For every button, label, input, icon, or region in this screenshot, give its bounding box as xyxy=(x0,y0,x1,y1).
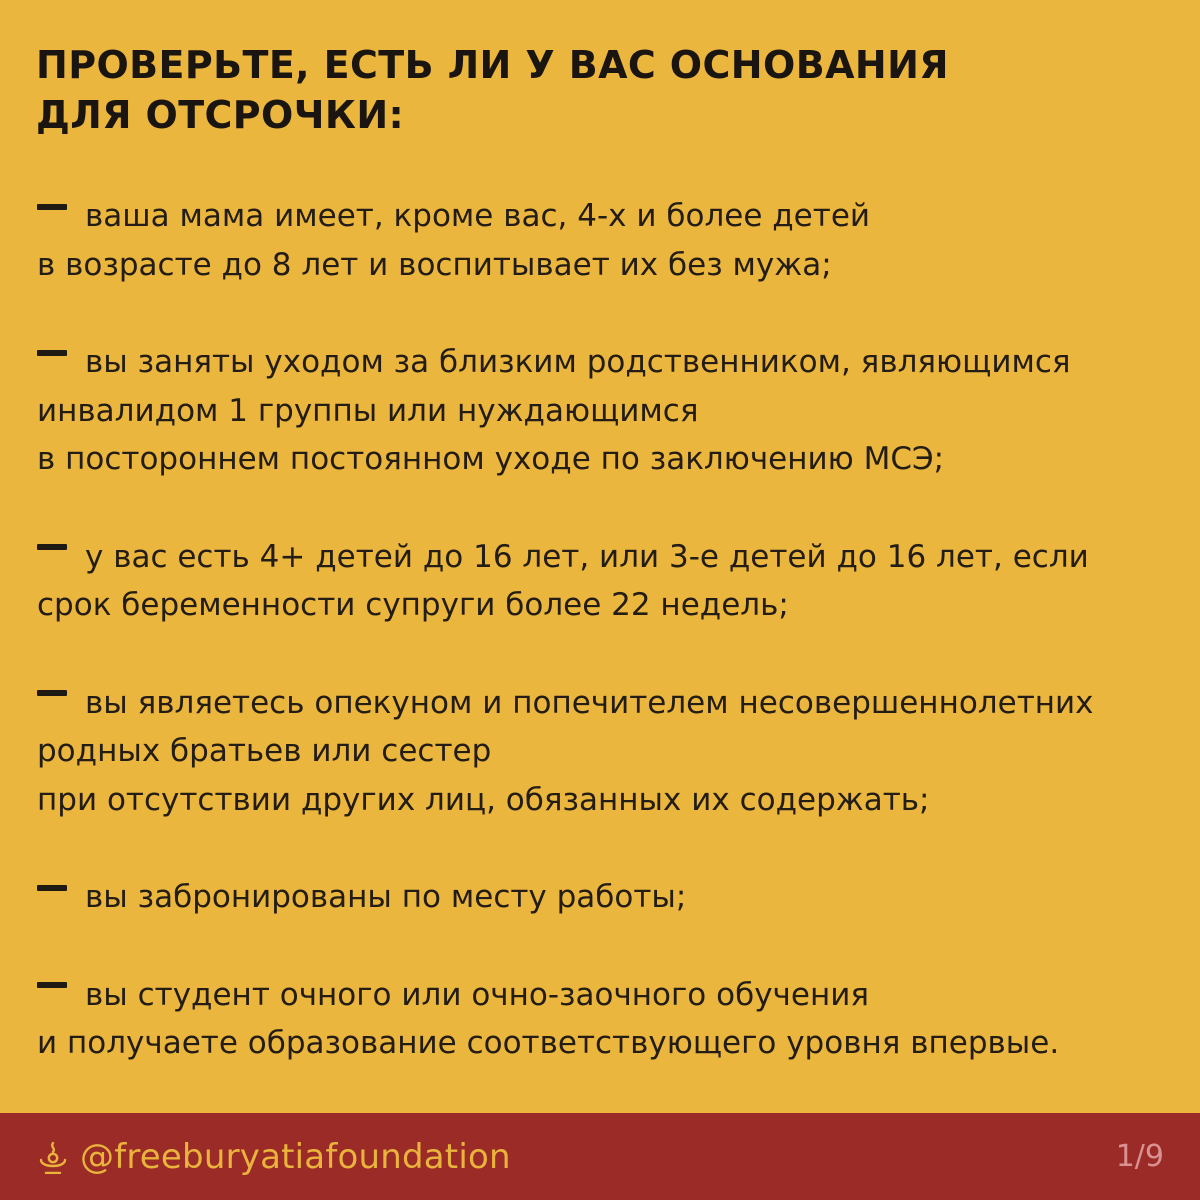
flame-sun-logo-icon xyxy=(36,1140,70,1174)
page-title xyxy=(36,40,1156,140)
item-text: вы студент очного или очно-заочного обучения xyxy=(85,976,870,1013)
list-item xyxy=(37,338,1167,484)
item-text: вы заняты уходом за близким родственником, являющимся xyxy=(85,344,1071,380)
item-text: вы являетесь опекуном и попечителем несовершеннолетних xyxy=(85,684,1094,721)
item-line xyxy=(37,192,1167,241)
deferral-reasons-list xyxy=(37,192,1167,1117)
dash-bullet-icon xyxy=(37,690,67,696)
item-text: ваша мама имеет, кроме вас, 4-х и более детей xyxy=(85,198,871,234)
item-text: у вас есть 4+ детей до 16 лет, или 3-е детей до 16 лет, если xyxy=(85,538,1089,575)
footer-bar xyxy=(0,1113,1200,1200)
item-line: в возрасте до 8 лет и воспитывает их без мужа; xyxy=(37,246,832,283)
item-line: при отсутствии других лиц, обязанных их содержать; xyxy=(37,781,930,818)
list-item xyxy=(37,971,1167,1068)
list-item xyxy=(37,533,1167,630)
item-text: вы забронированы по месту работы; xyxy=(85,879,687,915)
item-line xyxy=(37,533,1167,582)
dash-bullet-icon xyxy=(37,982,67,988)
item-line: в постороннем постоянном уходе по заключению МСЭ; xyxy=(37,441,945,477)
dash-bullet-icon xyxy=(37,885,67,891)
social-handle: @freeburyatiafoundation xyxy=(80,1137,511,1177)
item-line xyxy=(37,338,1167,387)
title-line-1: ПРОВЕРЬТЕ, ЕСТЬ ЛИ У ВАС ОСНОВАНИЯ xyxy=(36,43,949,87)
item-line: инвалидом 1 группы или нуждающимся xyxy=(37,392,699,429)
item-line xyxy=(37,679,1167,728)
dash-bullet-icon xyxy=(37,350,67,356)
item-line: родных братьев или сестер xyxy=(37,733,492,769)
dash-bullet-icon xyxy=(37,544,67,550)
list-item xyxy=(37,679,1167,825)
dash-bullet-icon xyxy=(37,204,67,210)
item-line: и получаете образование соответствующего уровня впервые. xyxy=(37,1025,1060,1061)
page-indicator: 1/9 xyxy=(1115,1139,1164,1174)
item-line xyxy=(37,971,1167,1020)
item-line xyxy=(37,873,1167,922)
list-item xyxy=(37,873,1167,922)
list-item xyxy=(37,192,1167,289)
item-line: срок беременности супруги более 22 недель; xyxy=(37,587,789,623)
title-line-2: ДЛЯ ОТСРОЧКИ: xyxy=(36,93,405,137)
